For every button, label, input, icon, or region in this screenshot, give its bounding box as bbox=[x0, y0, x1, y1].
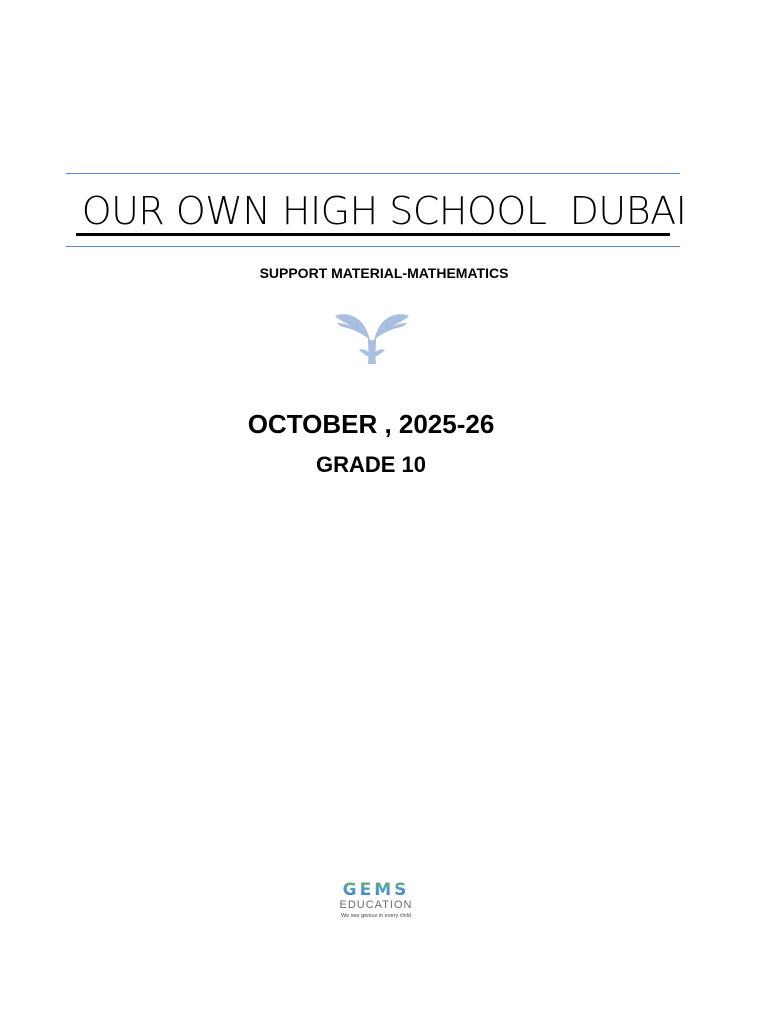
top-divider bbox=[66, 173, 680, 174]
title-underline bbox=[76, 233, 670, 236]
grade-heading: GRADE 10 bbox=[315, 452, 427, 477]
document-subtitle: SUPPORT MATERIAL-MATHEMATICS bbox=[259, 265, 509, 281]
svg-text:EDUCATION: EDUCATION bbox=[339, 899, 413, 911]
school-emblem-icon bbox=[333, 310, 411, 370]
svg-text:We see genius in every child: We see genius in every child bbox=[341, 913, 411, 919]
svg-text:GEMS: GEMS bbox=[342, 880, 410, 900]
bottom-divider bbox=[66, 246, 680, 247]
gems-education-logo bbox=[318, 880, 434, 922]
term-heading: OCTOBER , 2025-26 bbox=[247, 409, 495, 439]
page-title: OUR OWN HIGH SCHOOL DUBAI bbox=[81, 189, 687, 233]
